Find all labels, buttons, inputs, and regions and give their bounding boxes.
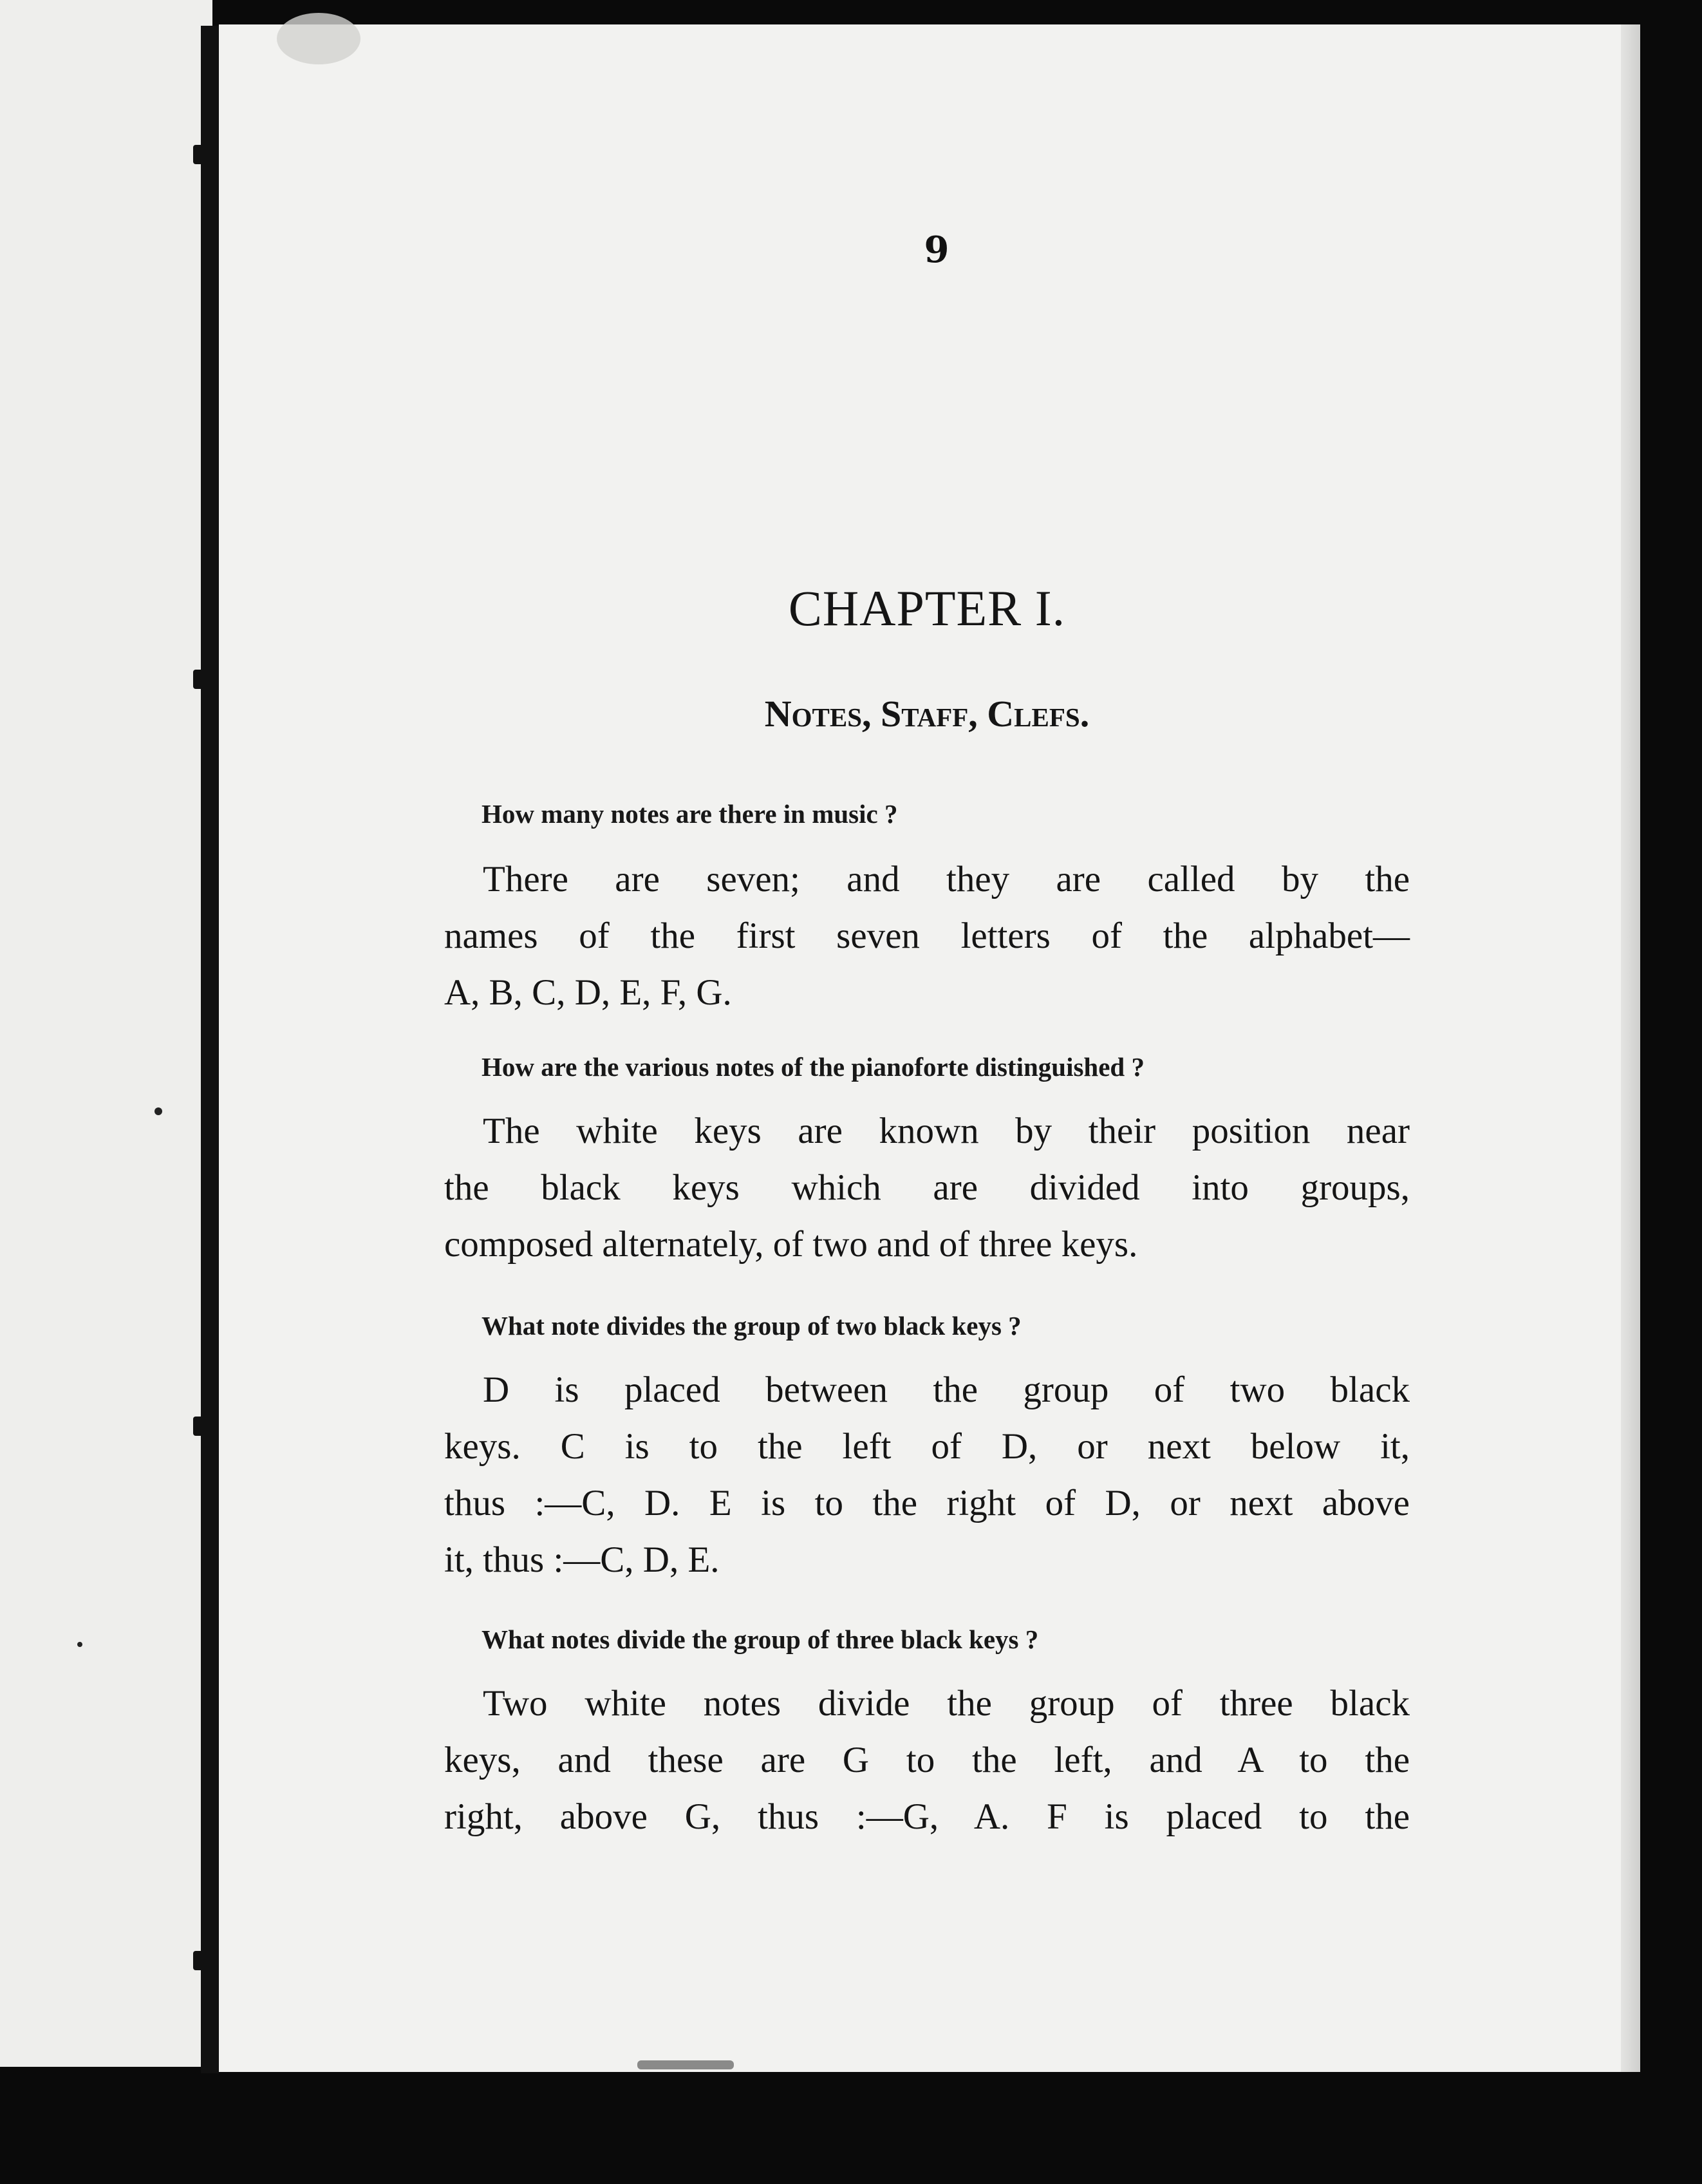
answer-line: keys, and these are G to the left, and A to the xyxy=(444,1740,1410,1780)
answer-line: A, B, C, D, E, F, G. xyxy=(444,972,732,1013)
ink-smudge xyxy=(637,2060,734,2069)
answer-line: it, thus :—C, D, E. xyxy=(444,1539,720,1580)
answer-line: the black keys which are divided into groups, xyxy=(444,1167,1410,1208)
answer-paragraph xyxy=(444,1362,1410,1588)
answer-line: There are seven; and they are called by the xyxy=(483,859,1410,899)
question-heading: How are the various notes of the pianoforte distinguished ? xyxy=(482,1052,1145,1082)
answer-line: composed alternately, of two and of three keys. xyxy=(444,1224,1138,1265)
facing-page-edge xyxy=(0,0,212,2067)
answer-line: names of the first seven letters of the alphabet— xyxy=(444,916,1410,956)
answer-line: Two white notes divide the group of three black xyxy=(483,1683,1410,1724)
answer-line: The white keys are known by their position near xyxy=(483,1111,1410,1151)
page-edge-shadow xyxy=(1621,24,1640,2072)
chapter-title: CHAPTER I. xyxy=(788,580,1066,636)
answer-line: right, above G, thus :—G, A. F is placed to the xyxy=(444,1796,1410,1837)
question-heading: How many notes are there in music ? xyxy=(482,799,898,829)
paper-speck xyxy=(154,1107,162,1115)
answer-line: D is placed between the group of two black xyxy=(483,1370,1410,1410)
page-number: 9 xyxy=(924,229,949,271)
answer-paragraph xyxy=(444,1675,1410,1845)
question-heading: What note divides the group of two black keys ? xyxy=(482,1311,1022,1341)
answer-line: thus :—C, D. E is to the right of D, or next above xyxy=(444,1483,1410,1523)
question-heading: What notes divide the group of three black keys ? xyxy=(482,1624,1039,1654)
chapter-subtitle: Notes, Staff, Clefs. xyxy=(764,693,1090,735)
book-spine xyxy=(201,26,219,2073)
paper-speck xyxy=(77,1642,82,1647)
answer-paragraph xyxy=(444,1103,1410,1273)
answer-line: keys. C is to the left of D, or next below it, xyxy=(444,1426,1410,1467)
paper-stain xyxy=(277,13,360,64)
answer-paragraph xyxy=(444,851,1410,1021)
